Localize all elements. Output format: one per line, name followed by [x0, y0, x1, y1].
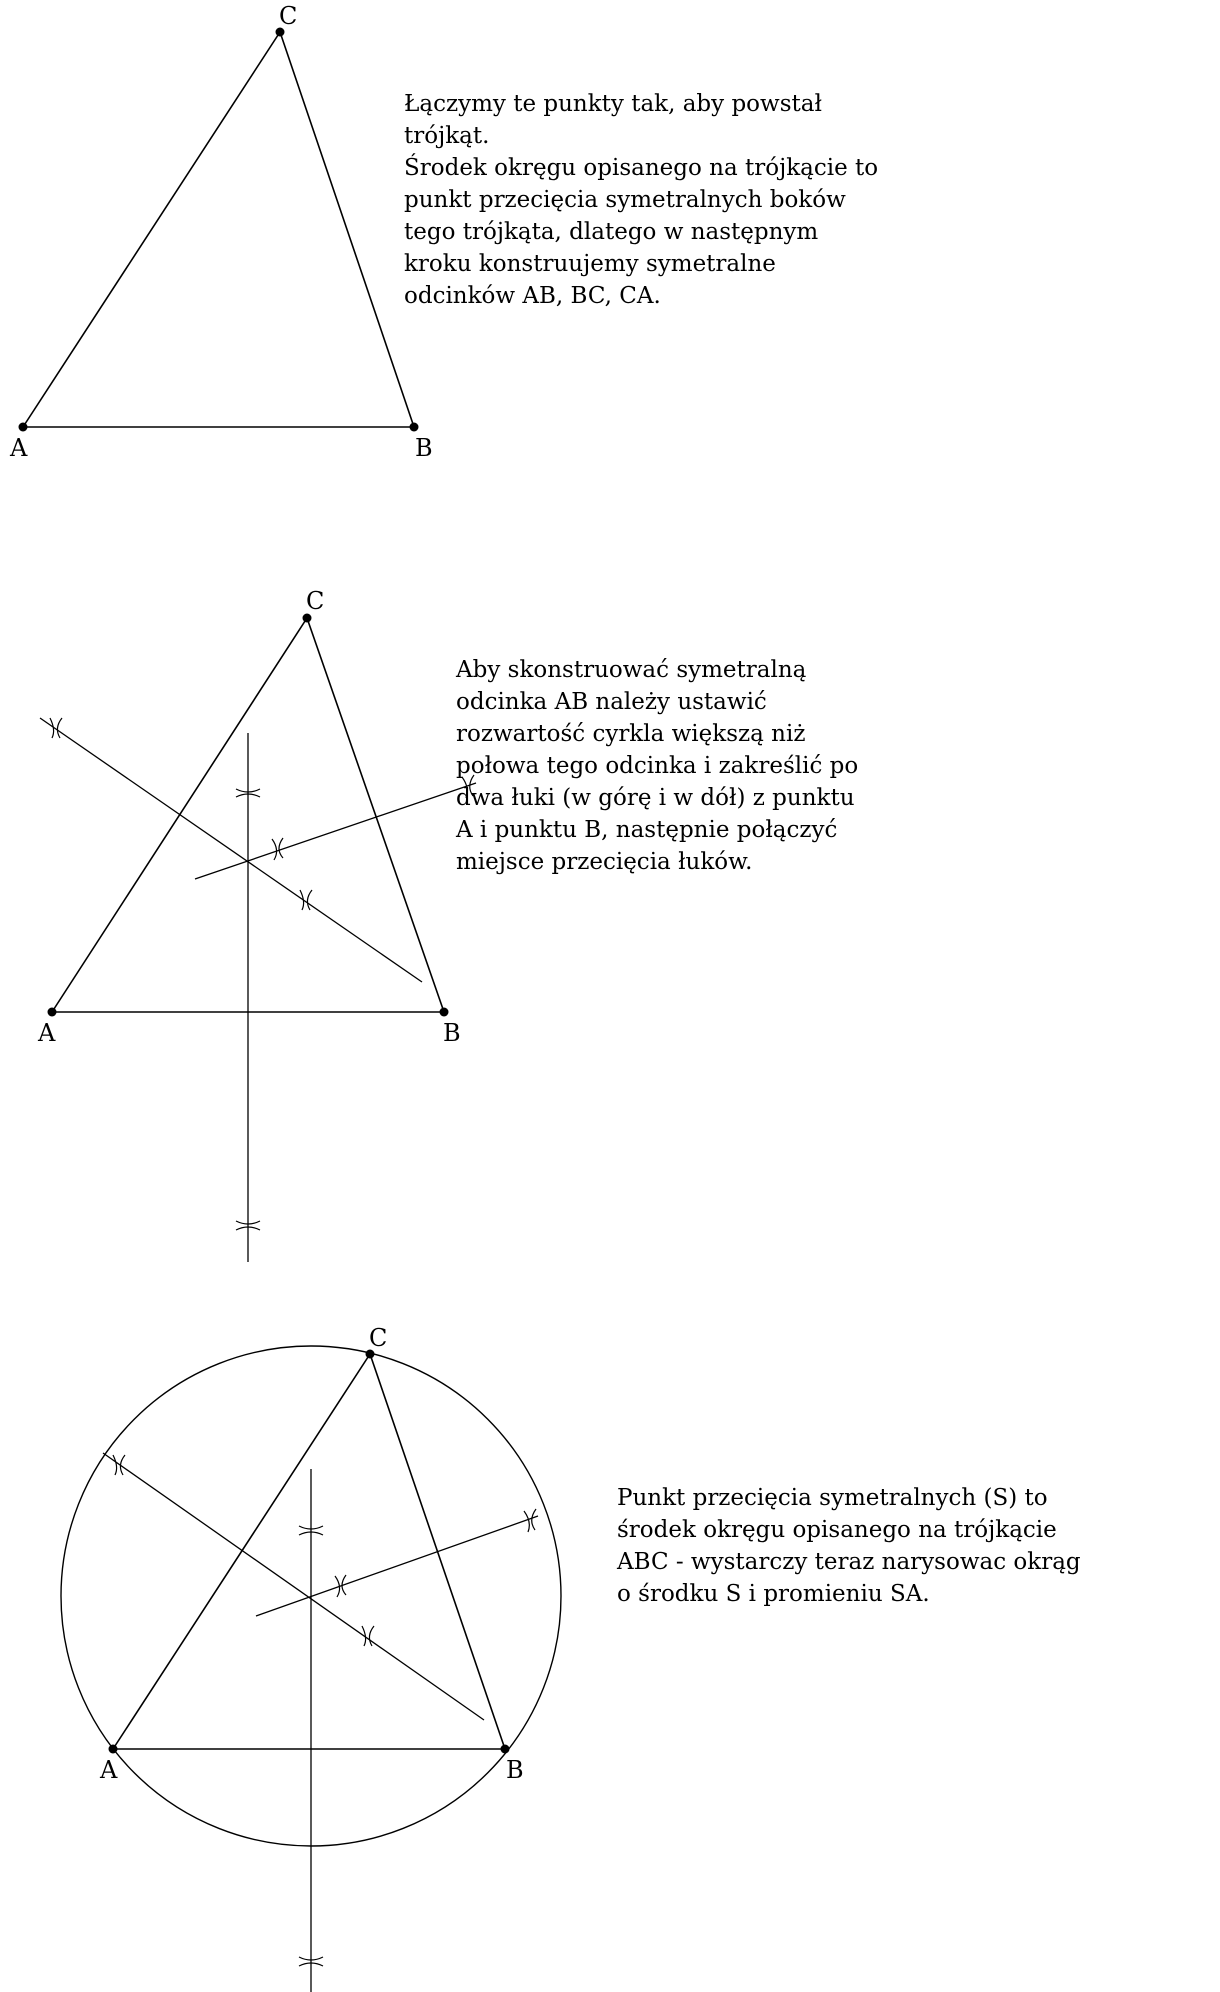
step-1-line: punkt przecięcia symetralnych boków [404, 187, 846, 213]
figure-3-vertices [109, 1350, 510, 1754]
figure-3-bisector-bc [256, 1516, 538, 1616]
figure-2-bisector-bc [195, 783, 476, 879]
step-3-description [617, 1482, 1081, 1610]
figure-1-point-b [410, 423, 419, 432]
step-1-line: Łączymy te punkty tak, aby powstał [404, 91, 822, 117]
figure-1-side-bc [280, 32, 414, 427]
step-1-line: Środek okręgu opisanego na trójkącie to [404, 155, 879, 181]
step-2-line: dwa łuki (w górę i w dół) z punktu [456, 785, 855, 811]
figure-3-bisector-ca [103, 1453, 484, 1720]
figure-2-point-a [48, 1008, 57, 1017]
figure-2-arc-mark [300, 890, 312, 910]
figure-3-arc-marks [113, 1455, 536, 1966]
figure-3-triangle [113, 1354, 505, 1749]
figure-1-label-c: C [279, 2, 298, 30]
figure-2-label-c: C [306, 587, 325, 615]
figure-3-label-b: B [506, 1756, 524, 1784]
figure-1-point-a [19, 423, 28, 432]
figure-2-label-a: A [38, 1019, 56, 1047]
step-3-line: Punkt przecięcia symetralnych (S) to [617, 1485, 1048, 1511]
step-2-line: Aby skonstruować symetralną [456, 657, 807, 683]
step-1-line: tego trójkąta, dlatego w następnym [404, 219, 819, 245]
step-1-line: odcinków AB, BC, CA. [404, 283, 661, 309]
step-2-description [456, 654, 858, 878]
figure-2-side-bc [307, 618, 444, 1012]
figure-3-side-ca [113, 1354, 370, 1749]
figure-1-triangle [23, 32, 414, 427]
step-1-description [404, 88, 878, 312]
step-1-line: trójkąt. [404, 123, 490, 149]
figure-1-label-b: B [415, 434, 433, 462]
step-2-line: połowa tego odcinka i zakreślić po [456, 753, 859, 779]
step-2-line: odcinka AB należy ustawić [456, 689, 767, 715]
step-3-line: ABC - wystarczy teraz narysowac okrąg [617, 1549, 1081, 1575]
figure-2-point-b [440, 1008, 449, 1017]
figure-1-vertices [19, 28, 419, 432]
figure-1-side-ca [23, 32, 280, 427]
step-2-line: A i punktu B, następnie połączyć [456, 817, 838, 843]
figure-2-label-b: B [443, 1019, 461, 1047]
figure-3-point-a [109, 1745, 118, 1754]
step-3-line: o środku S i promieniu SA. [617, 1581, 930, 1607]
figure-3-point-b [501, 1745, 510, 1754]
figure-3-label-a: A [100, 1756, 118, 1784]
figure-2-bisectors [40, 718, 476, 1262]
figure-2-arc-mark [50, 718, 62, 738]
step-3-line: środek okręgu opisanego na trójkącie [617, 1517, 1057, 1543]
figure-1-label-a: A [10, 434, 28, 462]
step-2-line: miejsce przecięcia łuków. [456, 849, 753, 875]
figure-3-label-c: C [369, 1324, 388, 1352]
step-2-line: rozwartość cyrkla większą niż [456, 721, 806, 747]
step-1-line: kroku konstruujemy symetralne [404, 251, 776, 277]
